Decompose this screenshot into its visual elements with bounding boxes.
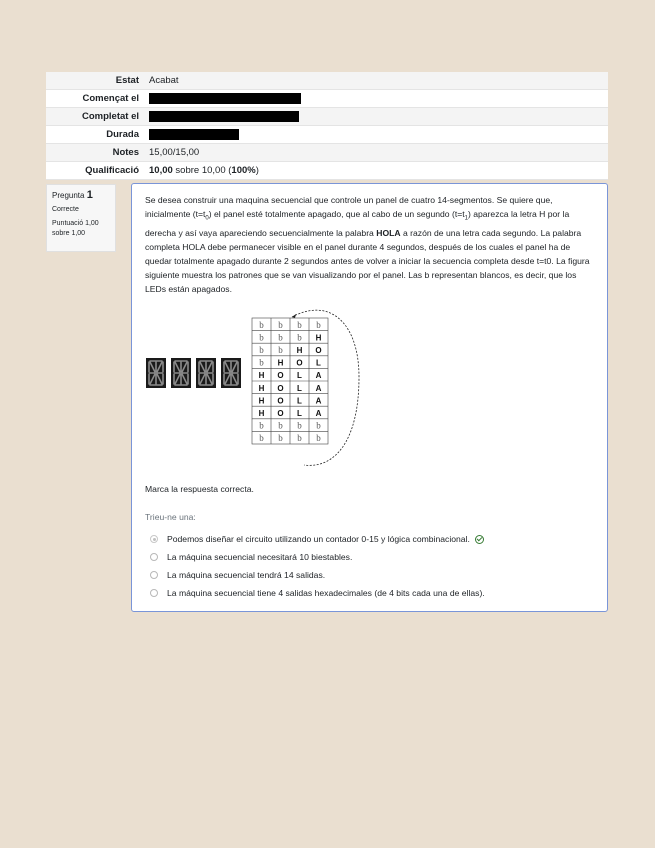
question-info-panel <box>46 184 116 252</box>
question-score: Puntuació 1,00 sobre 1,00 <box>52 220 99 237</box>
pattern-cell: H <box>277 358 284 368</box>
pattern-cell: H <box>258 396 265 406</box>
answer-text: La máquina secuencial tiene 4 salidas hexadecimales (de 4 bits cada una de ellas). <box>167 588 485 598</box>
pattern-cell: b <box>297 420 302 431</box>
pattern-cell: b <box>259 357 264 368</box>
pattern-cell: A <box>315 409 322 419</box>
hola-sequence-figure <box>144 302 374 470</box>
redacted-duration <box>149 129 239 140</box>
question-state: Correcte <box>52 205 79 213</box>
summary-label: Durada <box>46 126 144 144</box>
pattern-cell: b <box>259 420 264 431</box>
summary-row-grade <box>46 162 608 180</box>
pattern-cell: b <box>297 433 302 444</box>
answer-options <box>150 530 485 602</box>
pattern-cell: b <box>278 345 283 356</box>
arrow-head-icon <box>292 314 296 318</box>
redacted-completed-date <box>149 111 299 122</box>
pattern-cell: b <box>297 332 302 343</box>
answer-option-b[interactable] <box>150 548 485 566</box>
question-content-box <box>131 183 608 612</box>
pattern-cell: H <box>258 371 265 381</box>
pattern-cell: H <box>296 346 303 356</box>
pattern-cell: b <box>259 319 264 330</box>
redacted-started-date <box>149 93 301 104</box>
pattern-cell: b <box>297 319 302 330</box>
summary-row-state <box>46 72 608 90</box>
pattern-cell: L <box>297 383 302 393</box>
pattern-cell: O <box>277 409 284 419</box>
pattern-cell: O <box>277 383 284 393</box>
summary-row-marks <box>46 144 608 162</box>
pattern-cell: H <box>258 383 265 393</box>
pattern-cell: b <box>278 332 283 343</box>
pattern-cell: H <box>258 409 265 419</box>
summary-row-completed <box>46 108 608 126</box>
answer-prompt: Marca la respuesta correcta. <box>145 484 254 494</box>
grade-value: 10,00 sobre 10,00 (100%) <box>144 162 608 180</box>
answer-option-a[interactable] <box>150 530 485 548</box>
radio-button[interactable] <box>150 553 158 561</box>
pattern-table <box>252 318 328 444</box>
summary-label: Qualificació <box>46 162 144 180</box>
pattern-cell: b <box>278 433 283 444</box>
answer-text: Podemos diseñar el circuito utilizando un contador 0-15 y lógica combinacional. <box>167 534 470 544</box>
attempt-summary-table <box>46 72 608 180</box>
pattern-cell: b <box>316 433 321 444</box>
pattern-cell: b <box>278 420 283 431</box>
pattern-cell: b <box>316 420 321 431</box>
pattern-cell: b <box>259 433 264 444</box>
pattern-cell: A <box>315 371 322 381</box>
question-number: Pregunta 1 <box>52 189 93 201</box>
pattern-cell: A <box>315 396 322 406</box>
summary-label: Començat el <box>46 90 144 108</box>
summary-row-duration <box>46 126 608 144</box>
summary-label: Completat el <box>46 108 144 126</box>
answer-option-c[interactable] <box>150 566 485 584</box>
pattern-cell: O <box>296 358 303 368</box>
summary-value: Acabat <box>144 72 608 90</box>
pattern-cell: L <box>297 396 302 406</box>
question-text: Se desea construir una maquina secuencial que controle un panel de cuatro 14-segmentos. Se quiere que, inicialmente $(t=t_0)$ el panel esté totalmente apagado, que al cabo de un segundo $(t=t_1)$ aparezca la letra H por la derecha y así vaya apareciendo secuencialmente la palabra HOLA a razón de una letra cada segundo. La palabra completa HOLA debe permanecer visible en el panel durante 4 segundos, después de los cuales el panel ha de quedar totalmente apagado durante 2 segundos antes de volver a iniciar la secuencia completa desde t=t0. La figura siguiente muestra los patrones que se van visualizando por el panel. Las b representan blancos, es decir, que los LEDs están apagados. <box>145 195 590 294</box>
pattern-cell: L <box>297 409 302 419</box>
pattern-cell: L <box>297 371 302 381</box>
pattern-cell: A <box>315 383 322 393</box>
answer-text: La máquina secuencial necesitará 10 biestables. <box>167 552 353 562</box>
summary-label: Estat <box>46 72 144 90</box>
pattern-cell: H <box>315 333 322 343</box>
summary-label: Notes <box>46 144 144 162</box>
answer-text: La máquina secuencial tendrá 14 salidas. <box>167 570 326 580</box>
pattern-cell: O <box>277 371 284 381</box>
radio-button[interactable] <box>150 589 158 597</box>
check-circle-icon <box>475 535 484 544</box>
summary-row-started <box>46 90 608 108</box>
pattern-cell: b <box>259 345 264 356</box>
pattern-cell: b <box>278 319 283 330</box>
pattern-cell: b <box>316 319 321 330</box>
pattern-cell: O <box>315 346 322 356</box>
answer-option-d[interactable] <box>150 584 485 602</box>
radio-button-selected[interactable] <box>150 535 158 543</box>
summary-value: 15,00/15,00 <box>144 144 608 162</box>
segment-display-panel <box>146 358 241 388</box>
pattern-cell: L <box>316 358 321 368</box>
choose-one-label: Trieu-ne una: <box>145 512 196 522</box>
pattern-cell: O <box>277 396 284 406</box>
radio-button[interactable] <box>150 571 158 579</box>
pattern-cell: b <box>259 332 264 343</box>
